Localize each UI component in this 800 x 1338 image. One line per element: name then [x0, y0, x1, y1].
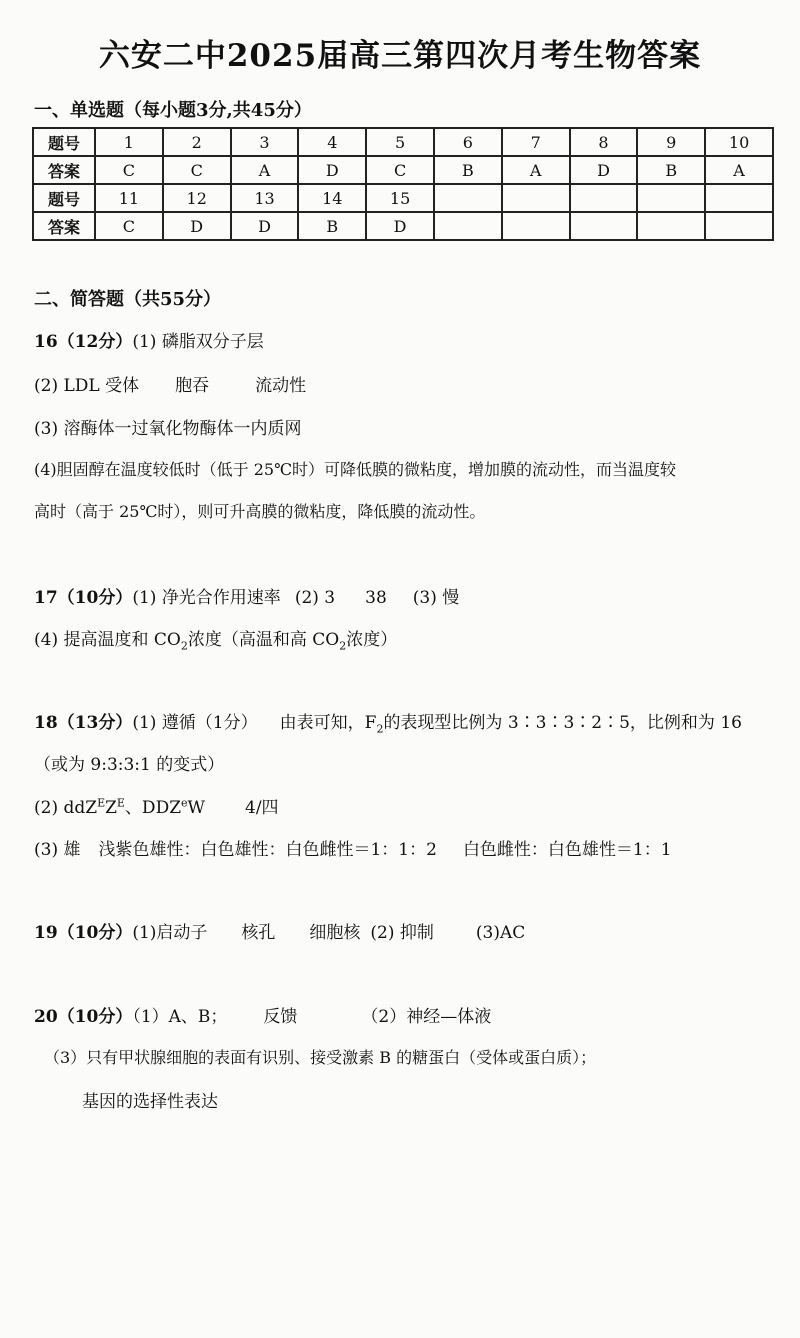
table-cell: 14 [298, 184, 366, 212]
q18-superscript: E [97, 796, 106, 810]
q16-line-3: (3) 溶酶体一过氧化物酶体一内质网 [34, 419, 302, 439]
q17-answer-4-part: 浓度） [346, 630, 398, 650]
q18-superscript: e [181, 796, 188, 810]
q18-line-1 [34, 708, 742, 735]
q16-line-1 [34, 327, 264, 352]
q19-number: 19（10分） [34, 923, 133, 943]
q18-answer-3b: 浅紫色雄性：白色雄性：白色雌性＝1：1：2 [98, 840, 437, 860]
q17-line-1 [34, 583, 459, 608]
q18-genotype-part: Z [105, 798, 117, 818]
q20-number: 20（10分） [34, 1007, 133, 1027]
q17-answer-2: (2) 3 [294, 588, 336, 608]
q16-line-5: 高时（高于 25℃时），则可升高膜的微粘度，降低膜的流动性。 [34, 502, 486, 521]
row-label-answer: 答案 [33, 156, 95, 184]
table-cell: A [231, 156, 299, 184]
q18-explanation-part: 由表可知，F [279, 713, 377, 733]
table-row-question-numbers-2 [33, 184, 773, 212]
table-cell: 4 [298, 128, 366, 156]
table-cell: 5 [366, 128, 434, 156]
q18-superscript: E [116, 796, 125, 810]
q17-answer-3: (3) 慢 [412, 588, 460, 608]
q19-line-1 [34, 918, 525, 943]
table-cell: C [366, 156, 434, 184]
table-cell: D [570, 156, 638, 184]
q18-number: 18（13分） [34, 713, 133, 733]
table-cell-empty [570, 184, 638, 212]
q16-line-2 [34, 371, 306, 396]
q16-answer-2c: 流动性 [255, 376, 307, 396]
q19-answer-1b: 核孔 [241, 923, 276, 943]
q17-answer-1: (1) 净光合作用速率 [132, 588, 281, 608]
table-cell: C [95, 156, 163, 184]
q16-answer-2a: (2) LDL 受体 [34, 376, 140, 396]
table-cell: 1 [95, 128, 163, 156]
table-cell-empty [502, 184, 570, 212]
q19-answer-1c: 细胞核 [309, 923, 361, 943]
q19-answer-2: (2) 抑制 [370, 923, 434, 943]
table-cell-empty [705, 212, 773, 240]
q17-subscript: 2 [339, 639, 347, 653]
table-cell: C [163, 156, 231, 184]
table-cell-empty [637, 184, 705, 212]
row-label-question: 题号 [33, 184, 95, 212]
q17-number: 17（10分） [34, 588, 133, 608]
q16-answer-2b: 胞吞 [175, 376, 210, 396]
q18-genotype-part: 、DDZ [124, 798, 182, 818]
q17-answer-4-part: (4) 提高温度和 CO [34, 630, 181, 650]
table-cell: B [434, 156, 502, 184]
q18-line-4 [34, 835, 672, 860]
table-cell: 15 [366, 184, 434, 212]
table-cell: C [95, 212, 163, 240]
table-cell: A [705, 156, 773, 184]
q16-answer-1: (1) 磷脂双分子层 [132, 332, 264, 352]
table-cell-empty [637, 212, 705, 240]
q18-answer-1: (1) 遵循（1分） [132, 713, 258, 733]
q18-subscript: 2 [376, 722, 384, 736]
table-cell-empty [570, 212, 638, 240]
q18-genotype-part: (2) ddZ [34, 798, 98, 818]
answer-table [32, 127, 774, 241]
q20-answer-1a: （1）A、B； [132, 1007, 228, 1027]
q18-answer-3c: 白色雌性：白色雄性＝1：1 [462, 840, 672, 860]
q19-answer-3: (3)AC [475, 923, 526, 943]
q18-answer-3a: (3) 雄 [34, 840, 81, 860]
q16-line-4: (4)胆固醇在温度较低时（低于 25℃时）可降低膜的微粘度，增加膜的流动性，而当温度较 [34, 460, 677, 479]
q18-line-3 [34, 793, 279, 818]
table-cell: 8 [570, 128, 638, 156]
table-cell-empty [502, 212, 570, 240]
q20-line-2: （3）只有甲状腺细胞的表面有识别、接受激素 B 的糖蛋白（受体或蛋白质）； [44, 1048, 597, 1067]
table-cell: 9 [637, 128, 705, 156]
row-label-question: 题号 [33, 128, 95, 156]
q18-line-2: （或为 9:3:3:1 的变式） [34, 755, 225, 775]
section-heading-short-answer: 二、简答题（共55分） [34, 289, 222, 310]
table-cell-empty [434, 184, 502, 212]
section-heading-single-choice: 一、单选题（每小题3分,共45分） [34, 100, 312, 121]
table-cell: 10 [705, 128, 773, 156]
table-cell: D [298, 156, 366, 184]
table-row-answers-1 [33, 156, 773, 184]
table-cell: 13 [231, 184, 299, 212]
table-row-question-numbers-1 [33, 128, 773, 156]
row-label-answer: 答案 [33, 212, 95, 240]
q18-explanation-part: 的表现型比例为 3∶3∶3∶2∶5，比例和为 16 [383, 713, 742, 733]
table-cell: D [366, 212, 434, 240]
q16-number: 16（12分） [34, 332, 133, 352]
table-cell: 11 [95, 184, 163, 212]
table-cell-empty [434, 212, 502, 240]
table-cell: 12 [163, 184, 231, 212]
table-cell: D [231, 212, 299, 240]
q17-line-2 [34, 625, 397, 652]
table-cell: B [298, 212, 366, 240]
q20-line-1 [34, 1002, 491, 1027]
q19-answer-1a: (1)启动子 [132, 923, 208, 943]
table-cell: 3 [231, 128, 299, 156]
q20-answer-2: （2）神经—体液 [361, 1007, 492, 1027]
table-cell: 6 [434, 128, 502, 156]
q20-answer-1b: 反馈 [263, 1007, 298, 1027]
q17-subscript: 2 [180, 639, 188, 653]
table-cell: A [502, 156, 570, 184]
q17-answer-2b: 38 [365, 588, 387, 608]
table-cell: 7 [502, 128, 570, 156]
q20-line-3: 基因的选择性表达 [82, 1092, 218, 1112]
table-row-answers-2 [33, 212, 773, 240]
table-cell-empty [705, 184, 773, 212]
q17-answer-4-part: 浓度（高温和高 CO [187, 630, 340, 650]
table-cell: 2 [163, 128, 231, 156]
table-cell: D [163, 212, 231, 240]
q18-genotype-part: W [187, 798, 206, 818]
page-title: 六安二中2025届高三第四次月考生物答案 [98, 38, 702, 74]
q18-answer-2b: 4/四 [245, 798, 279, 818]
table-cell: B [637, 156, 705, 184]
